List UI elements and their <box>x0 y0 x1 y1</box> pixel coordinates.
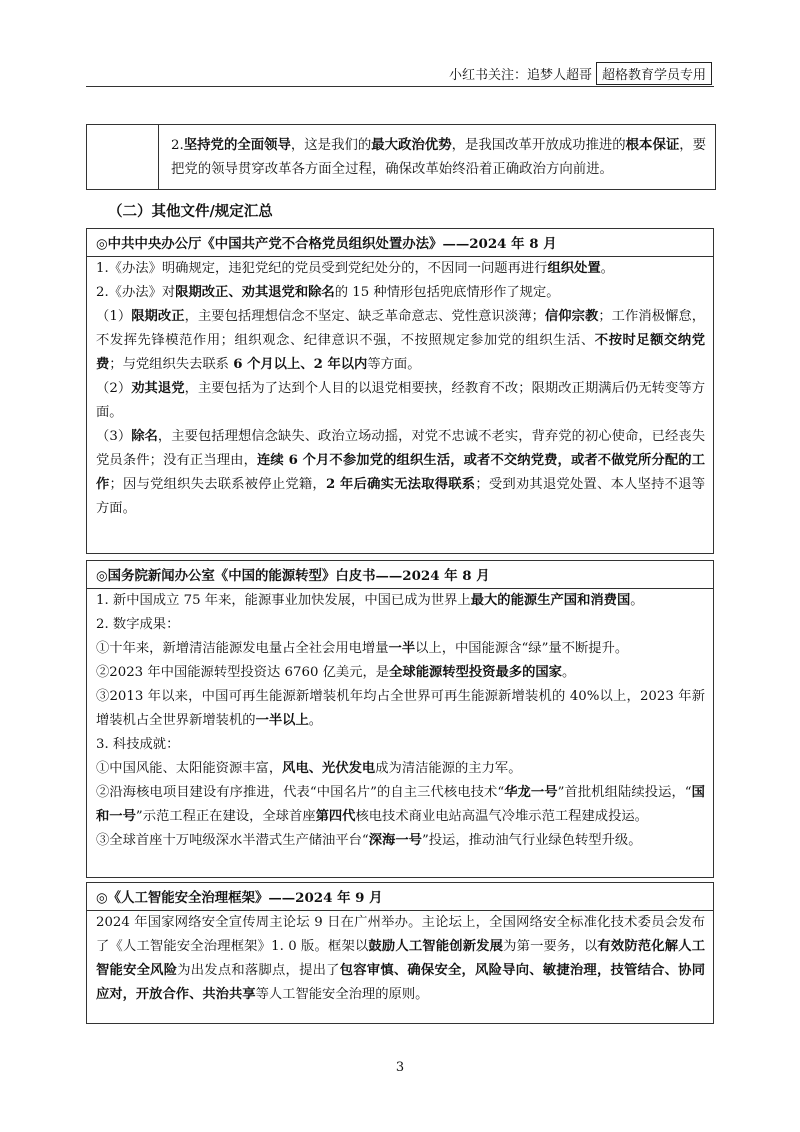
text-run: 。 <box>600 261 614 276</box>
paragraph <box>96 425 705 521</box>
text-run: ，要把党的领导贯穿改革各方面全过程，确保改革始终沿着正确政治方向前进。 <box>171 138 707 177</box>
header-badge: 超格教育学员专用 <box>596 62 712 85</box>
section-title: （二）其他文件/规定汇总 <box>108 203 273 220</box>
bold-text-run: 劝其退党 <box>131 381 185 396</box>
bold-text-run: 国和一号 <box>96 785 705 824</box>
paragraph <box>96 637 705 661</box>
text-run: 1.《办法》明确规定，违犯党纪的党员受到党纪处分的，不因同一问题再进行 <box>96 261 548 276</box>
text-run: 等人工智能安全治理的原则。 <box>255 987 429 1002</box>
header-rule <box>86 86 714 87</box>
text-run: 。 <box>630 593 644 608</box>
bold-text-run: 一半以上 <box>255 713 309 728</box>
paragraph <box>96 781 705 829</box>
header-label: 小红书关注：追梦人超哥 <box>448 68 592 83</box>
text-run: 为出发点和落脚点，提出了 <box>177 963 340 978</box>
text-run: （1） <box>96 309 132 324</box>
text-run: 2024 年国家网络安全宣传周主论坛 9 日在广州举办。主论坛上，全国网络安全标准化技术委员会发布了《人工智能安全治理框架》1. 0 版。框架以 <box>96 915 705 954</box>
box-title: ◎国务院新闻办公室《中国的能源转型》白皮书——2024 年 8 月 <box>96 568 490 584</box>
top-table-text <box>159 125 715 189</box>
box-title: ◎中共中央办公厅《中国共产党不合格党员组织处置办法》——2024 年 8 月 <box>96 236 557 252</box>
text-run: ，主要包括理想信念不坚定、缺乏革命意志、党性意识淡薄； <box>184 309 545 324</box>
paragraph <box>96 661 705 685</box>
bold-text-run: 2 年后确实无法取得联系 <box>325 477 476 492</box>
text-run: （2） <box>96 381 132 396</box>
bold-text-run: 除名 <box>131 429 158 444</box>
box-body <box>96 911 705 1007</box>
text-run: 。 <box>308 713 323 728</box>
paragraph <box>96 613 705 637</box>
text-run: 的 15 种情形包括兜底情形作了规定。 <box>334 285 560 300</box>
text-run: 3. 科技成就： <box>96 737 180 752</box>
text-run: ，是我国改革开放成功推进的 <box>451 138 626 153</box>
paragraph <box>96 911 705 1007</box>
paragraph <box>96 281 705 305</box>
text-run: 核电技术商业电站高温气冷堆示范工程建成投运。 <box>355 809 648 824</box>
document-box-party-disposal <box>86 228 714 554</box>
text-run: ，主要包括理想信念缺失、政治立场动摇，对党不忠诚不老实，背弃党的初心使命，已经丧失党员条件；没有正当理由， <box>96 429 706 468</box>
text-run: 为第一要务，以 <box>503 939 598 954</box>
box-body <box>96 589 705 853</box>
text-run: （3） <box>96 429 132 444</box>
text-run: 。 <box>561 665 576 680</box>
paragraph <box>96 305 705 377</box>
bold-text-run: 一半 <box>388 641 416 656</box>
bold-text-run: 限期改正、劝其退党和除名 <box>175 285 335 300</box>
bold-text-run: 不按时足额交纳党费 <box>96 333 706 372</box>
text-run: ”投运，推动油气行业绿色转型升级。 <box>421 833 642 848</box>
document-box-energy-transition <box>86 560 714 878</box>
paragraph <box>96 829 705 853</box>
paragraph <box>96 757 705 781</box>
text-run: ②沿海核电项目建设有序推进，代表“中国名片”的自主三代核电技术“ <box>96 785 505 800</box>
text-run: ，这是我们的 <box>290 138 372 153</box>
paragraph <box>96 685 705 733</box>
page-header <box>449 62 712 85</box>
bold-text-run: 信仰宗教 <box>544 309 599 324</box>
bold-text-run: 最大政治优势 <box>371 137 452 153</box>
bold-text-run: 包容审慎、确保安全，风险导向、敏捷治理，技管结合、协同应对，开放合作、共治共享 <box>96 963 706 1002</box>
text-run: ①中国风能、太阳能资源丰富， <box>96 761 283 776</box>
text-run: 以上，中国能源含“绿”量不断提升。 <box>415 641 629 656</box>
bold-text-run: 第四代 <box>315 809 356 824</box>
text-run: ；受到劝其退党处置、本人坚持不退等方面。 <box>96 477 706 516</box>
text-run: ③全球首座十万吨级深水半潜式生产储油平台“ <box>96 833 369 848</box>
page-number: 3 <box>395 1060 405 1075</box>
text-run: 2. 数字成果： <box>96 617 180 632</box>
bold-text-run: 6 个月以上、2 年以内 <box>233 357 368 372</box>
bold-text-run: 全球能源转型投资最多的国家 <box>389 665 562 680</box>
box-body <box>96 257 705 521</box>
text-run: 2.《办法》对 <box>96 285 176 300</box>
box-title: ◎《人工智能安全治理框架》——2024 年 9 月 <box>96 890 383 906</box>
text-run: ；因与党组织失去联系被停止党籍， <box>109 477 326 492</box>
text-run: 1. 新中国成立 75 年来，能源事业加快发展，中国已成为世界上 <box>96 593 471 608</box>
text-run: ②2023 年中国能源转型投资达 6760 亿美元，是 <box>96 665 390 680</box>
paragraph <box>96 589 705 613</box>
bold-text-run: 有效防范化解人工智能安全风险 <box>96 939 706 978</box>
bold-text-run: 限期改正 <box>131 309 185 324</box>
bold-text-run: 根本保证 <box>625 137 680 153</box>
text-run: ”示范工程正在建设，全球首座 <box>135 809 316 824</box>
text-run: 成为清洁能源的主力军。 <box>375 761 522 776</box>
bold-text-run: 连续 6 个月不参加党的组织生活，或者不交纳党费，或者不做党所分配的工作 <box>96 453 706 492</box>
bold-text-run: 华龙一号 <box>504 785 558 800</box>
bold-text-run: 鼓励人工智能创新发展 <box>368 939 504 954</box>
text-run: ”首批机组陆续投运，“ <box>557 785 692 800</box>
text-run: ，主要包括为了达到个人目的以退党相要挟，经教育不改；限期改正期满后仍无转变等方面。 <box>96 381 706 420</box>
text-run: 2. <box>171 138 184 153</box>
paragraph <box>96 257 705 281</box>
paragraph <box>96 733 705 757</box>
text-run: ①十年来，新增清洁能源发电量占全社会用电增量 <box>96 641 389 656</box>
text-run: ；与党组织失去联系 <box>109 357 234 372</box>
bold-text-run: 最大的能源生产国和消费国 <box>470 593 631 608</box>
bold-text-run: 坚持党的全面领导 <box>183 137 291 153</box>
bold-text-run: 深海一号 <box>368 833 422 848</box>
top-table <box>86 124 716 190</box>
document-box-ai-governance <box>86 882 714 1024</box>
bold-text-run: 风电、光伏发电 <box>282 761 376 776</box>
bold-text-run: 组织处置 <box>547 261 601 276</box>
text-run: ③2013 年以来，中国可再生能源新增装机年均占全世界可再生能源新增装机的 40%以上，2023 年新增装机占全世界新增装机的 <box>96 689 705 728</box>
text-run: ；工作消极懈怠，不发挥先锋模范作用；组织观念、纪律意识不强，不按照规定参加党的组织生活、 <box>96 309 706 348</box>
text-run: 等方面。 <box>367 357 421 372</box>
paragraph <box>96 377 705 425</box>
top-table-left-cell <box>87 125 159 189</box>
